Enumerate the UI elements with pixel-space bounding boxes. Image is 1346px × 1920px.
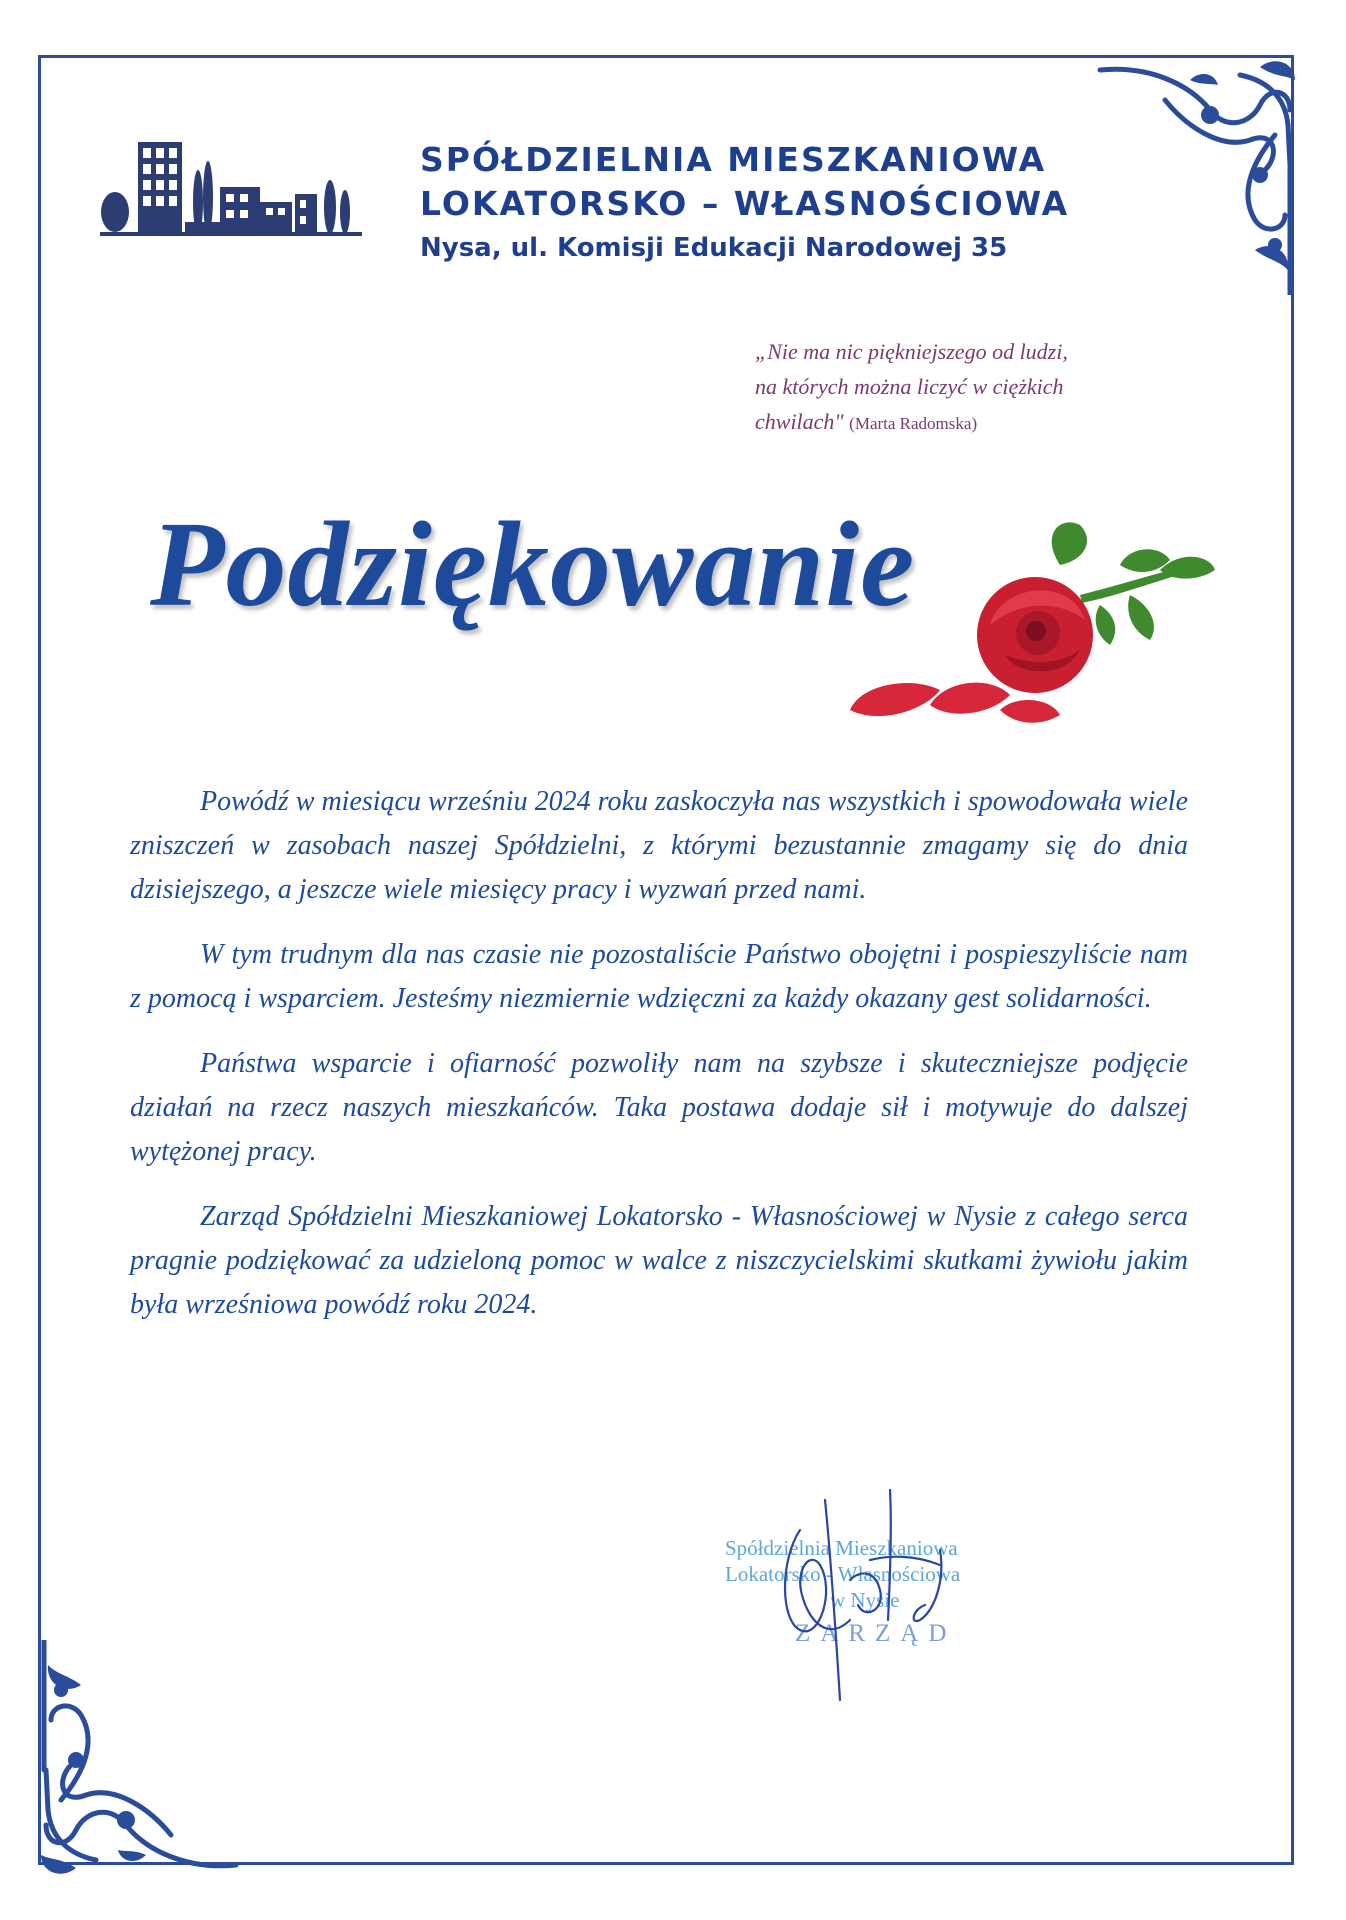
paragraph-4: Zarząd Spółdzielni Mieszkaniowej Lokatorsko - Własnościowej w Nysie z całego serca pragnie podziękować za udzieloną pomoc w walce z niszczycielskimi skutkami żywiołu jakim była wrześniowa powódź roku 2024. — [130, 1201, 1188, 1320]
paragraph-2: W tym trudnym dla nas czasie nie pozostaliście Państwo obojętni i pospieszyliście nam z pomocą i wsparciem. Jesteśmy niezmiernie wdzięczni za każdy okazany gest solidarności. — [130, 939, 1188, 1014]
stamp-line1: Spółdzielnia Mieszkaniowa — [725, 1536, 958, 1560]
organization-header — [420, 138, 1069, 268]
handwritten-signature-icon — [740, 1470, 980, 1710]
rose-icon — [830, 505, 1220, 745]
letter-body — [130, 780, 1188, 1348]
quote-line1: „Nie ma nic piękniejszego od ludzi, — [755, 339, 1068, 364]
quote-line3: chwilach" — [755, 409, 844, 434]
stamp-line2: Lokatorsko - Własnościowa — [725, 1562, 961, 1586]
ornament-top-right-icon — [1090, 55, 1300, 295]
ornament-bottom-left-icon — [36, 1640, 246, 1880]
quote-author: (Marta Radomska) — [849, 414, 978, 433]
quote-line2: na których można liczyć w ciężkich — [755, 374, 1064, 399]
organization-name-line1: SPÓŁDZIELNIA MIESZKANIOWA — [420, 140, 1047, 179]
document-title: Podziękowanie — [150, 497, 916, 632]
city-skyline-logo-icon — [100, 132, 362, 240]
stamp-line3: w Nysie — [830, 1588, 900, 1612]
organization-address: Nysa, ul. Komisji Edukacji Narodowej 35 — [420, 233, 1008, 263]
paragraph-3: Państwa wsparcie i ofiarność pozwoliły nam na szybsze i skuteczniejsze podjęcie działań na rzecz naszych mieszkańców. Taka postawa dodaje sił i motywuje do dalszej wytężonej pracy. — [130, 1048, 1188, 1167]
organization-name-line2: LOKATORSKO – WŁASNOŚCIOWA — [420, 184, 1070, 223]
epigraph-quote — [755, 334, 1175, 441]
paragraph-1: Powódź w miesiącu wrześniu 2024 roku zaskoczyła nas wszystkich i spowodowała wiele zniszczeń w zasobach naszej Spółdzielni, z którymi bezustannie zmagamy się do dnia dzisiejszego, a jeszcze wiele miesięcy pracy i wyzwań przed nami. — [130, 786, 1188, 905]
stamp-line4: ZARZĄD — [795, 1620, 957, 1647]
